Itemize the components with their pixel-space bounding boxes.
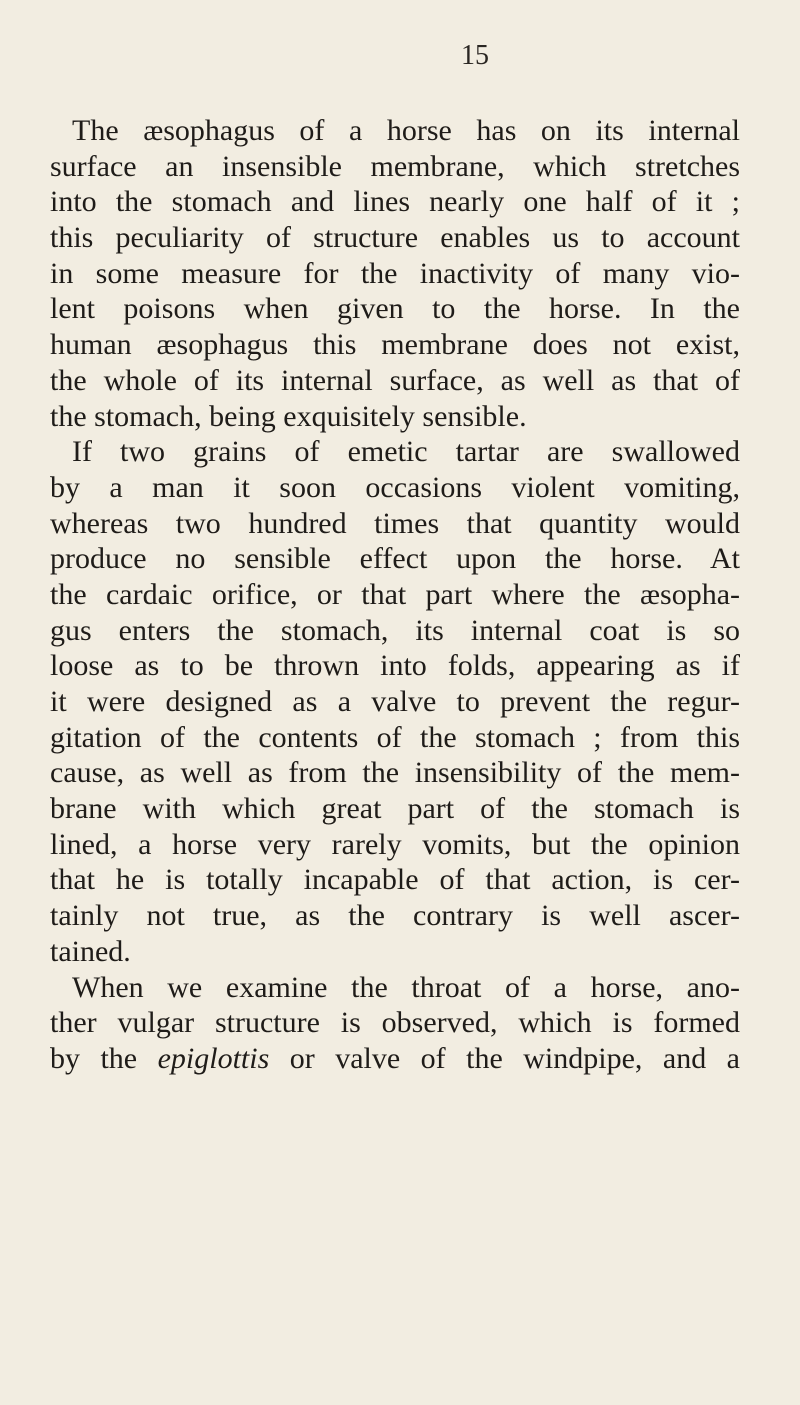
text-line: ther vulgar structure is observed, which is formed	[50, 1006, 740, 1040]
text-line: loose as to be thrown into folds, appearing as if	[50, 649, 740, 683]
text-line: surface an insensible membrane, which stretches	[50, 149, 740, 183]
text-line: the stomach, being exquisitely sensible.	[50, 399, 527, 433]
text-line: gus enters the stomach, its internal coat is so	[50, 613, 740, 647]
text-line: by a man it soon occasions violent vomiting,	[50, 470, 740, 504]
text-line: gitation of the contents of the stomach ; from this	[50, 720, 740, 754]
text-line: it were designed as a valve to prevent the regur-	[50, 685, 740, 718]
text-line: When we examine the throat of a horse, ano-	[72, 970, 740, 1004]
text-line: the cardaic orifice, or that part where the æsopha-	[50, 577, 740, 611]
text-line: lined, a horse very rarely vomits, but the opinion	[50, 827, 740, 861]
text-line: brane with which great part of the stomach is	[50, 792, 740, 826]
text-line: by the epiglottis or valve of the windpipe, and a	[50, 1041, 740, 1075]
text-line: tainly not true, as the contrary is well ascer-	[50, 899, 740, 933]
text-line: human æsophagus this membrane does not exist,	[50, 328, 740, 362]
text-line: into the stomach and lines nearly one half of it ;	[50, 185, 740, 219]
text-line: that he is totally incapable of that action, is cer-	[50, 863, 740, 897]
text-line: lent poisons when given to the horse. In the	[50, 292, 740, 326]
body-text	[50, 113, 740, 1077]
page-number: 15	[461, 40, 489, 71]
text-line: If two grains of emetic tartar are swallowed	[72, 435, 740, 469]
text-line: whereas two hundred times that quantity would	[50, 506, 740, 540]
text-line: in some measure for the inactivity of many vio-	[50, 256, 740, 290]
text-line: this peculiarity of structure enables us to account	[50, 221, 740, 255]
text-line: The æsophagus of a horse has on its internal	[72, 114, 740, 147]
text-line: tained.	[50, 934, 131, 968]
text-line: the whole of its internal surface, as well as that of	[50, 363, 740, 397]
text-line: cause, as well as from the insensibility of the mem-	[50, 756, 740, 790]
text-line: produce no sensible effect upon the horse. At	[50, 542, 740, 576]
